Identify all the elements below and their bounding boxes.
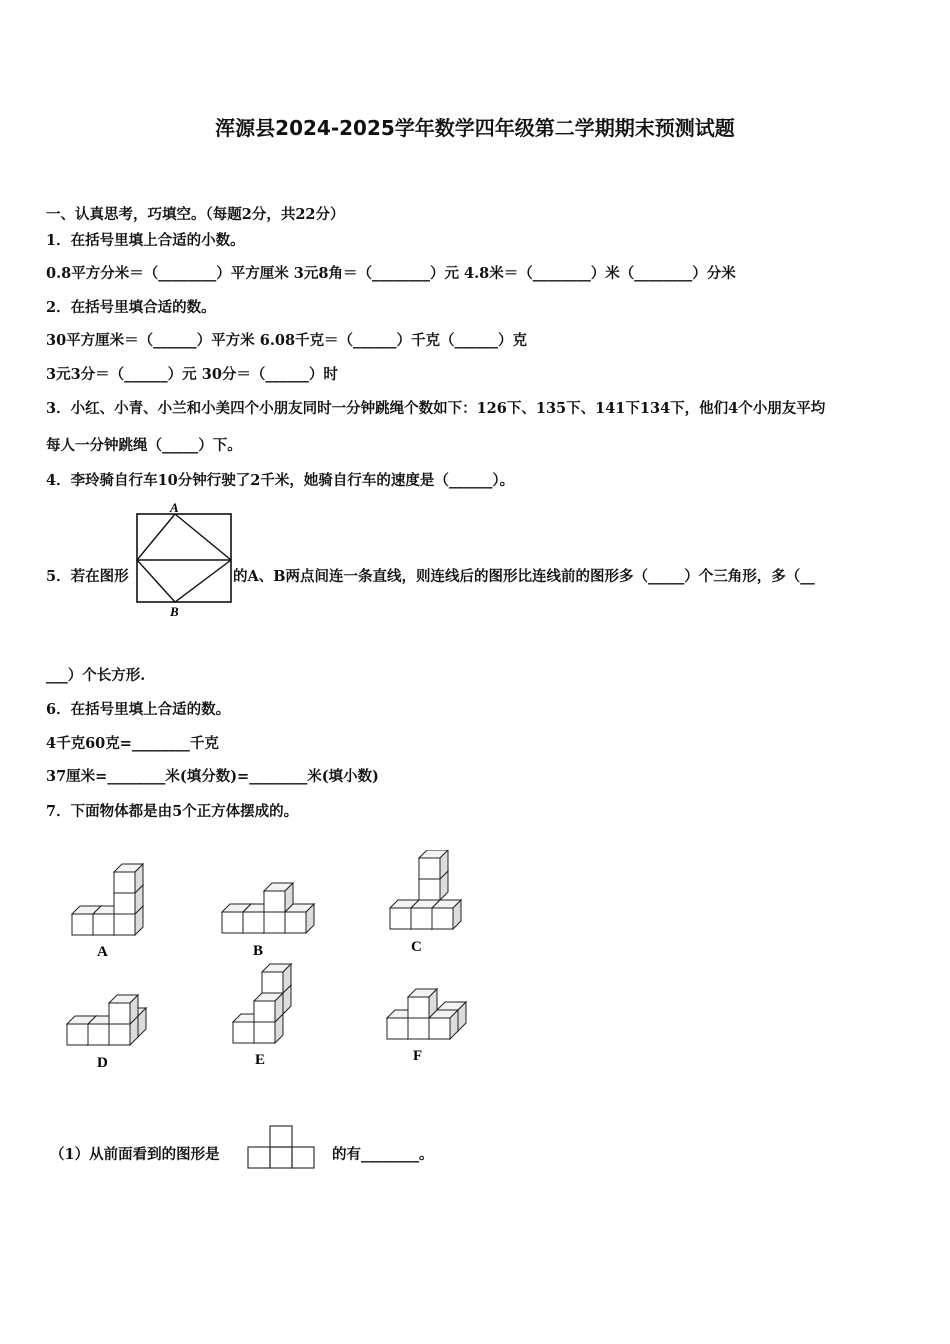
question-1-stem: 1．在括号里填上合适的小数。 [46, 232, 245, 249]
cube [264, 883, 293, 912]
cube-figure-a [72, 864, 143, 960]
cube-figure-label: F [413, 1048, 423, 1064]
cube-figure-label: E [255, 1052, 266, 1068]
section-heading: 一、认真思考，巧填空。（每题2分，共22分） [46, 206, 345, 223]
question-3-line-2: 每人一分钟跳绳（_____）下。 [46, 437, 242, 454]
cube-figure-f [387, 989, 466, 1064]
cube-figure-label: A [97, 944, 108, 960]
cube-figure-label: C [411, 939, 422, 955]
cube-figure-label: D [97, 1055, 108, 1071]
point-b-label: B [170, 604, 179, 619]
cube-figures [55, 850, 475, 1080]
cube [432, 900, 461, 929]
cube-figure-c [390, 850, 461, 955]
question-1-line: 0.8平方分米＝（________）平方厘米 3元8角＝（________）元 4.8米＝（________）米（________）分米 [46, 265, 736, 282]
question-2-line-2: 3元3分＝（______）元 30分＝（______）时 [46, 366, 338, 383]
cube-figure-e [233, 964, 291, 1068]
question-7-stem: 7．下面物体都是由5个正方体摆成的。 [46, 803, 299, 820]
cube [419, 850, 448, 879]
question-5-prefix: 5．若在图形 [46, 568, 129, 585]
question-4: 4．李玲骑自行车10分钟行驶了2千米，她骑自行车的速度是（______）。 [46, 472, 515, 489]
question-7-sub-1-prefix: （1）从前面看到的图形是 [50, 1146, 220, 1163]
rectangle-diamond-figure [134, 500, 234, 620]
cube [254, 993, 283, 1022]
cube [109, 995, 138, 1024]
question-2-stem: 2．在括号里填合适的数。 [46, 299, 216, 316]
question-7-sub-1-suffix: 的有________。 [332, 1146, 434, 1163]
question-6-stem: 6．在括号里填上合适的数。 [46, 701, 231, 718]
cube [114, 864, 143, 893]
question-2-line-1: 30平方厘米＝（______）平方米 6.08千克＝（______）千克（______）克 [46, 332, 528, 349]
cube-figure-d [67, 995, 146, 1071]
question-3-line-1: 3．小红、小青、小兰和小美四个小朋友同时一分钟跳绳个数如下：126下、135下、141下134下，他们4个小朋友平均 [46, 400, 826, 417]
question-5-line-2: ___）个长方形. [46, 667, 146, 684]
question-6-line-1: 4千克60克=________千克 [46, 735, 219, 752]
front-view-figure [246, 1124, 316, 1170]
cube [262, 964, 291, 993]
question-6-line-2: 37厘米=________米(填分数)=________米(填小数) [46, 768, 379, 785]
cube [408, 989, 437, 1018]
cube-figure-label: B [253, 943, 264, 959]
cube-figure-b [222, 883, 314, 959]
question-5-suffix: 的A、B两点间连一条直线，则连线后的图形比连线前的图形多（_____）个三角形，多（__ [233, 568, 815, 585]
page-title: 浑源县2024-2025学年数学四年级第二学期期末预测试题 [215, 116, 735, 140]
point-a-label: A [170, 500, 179, 515]
